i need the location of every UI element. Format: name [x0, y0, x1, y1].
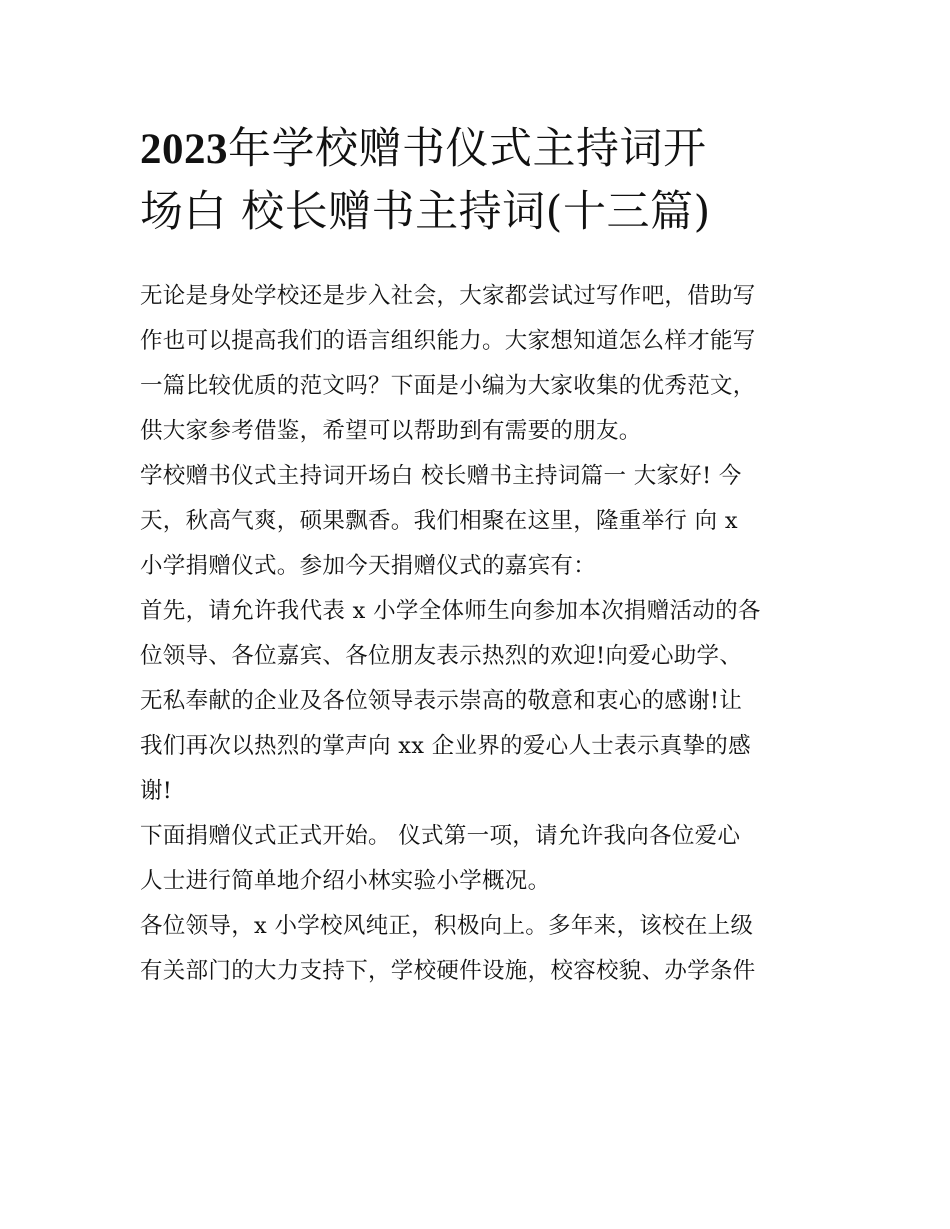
body-line: 谢! — [140, 778, 173, 804]
body-line: 学校赠书仪式主持词开场白 校长赠书主持词篇一 大家好! 今 — [140, 463, 742, 489]
document-body — [140, 274, 812, 994]
document-page — [140, 118, 812, 994]
body-line: 位领导、各位嘉宾、各位朋友表示热烈的欢迎!向爱心助学、 — [140, 643, 743, 669]
title-line-2: 场白 校长赠书主持词(十三篇) — [140, 187, 711, 237]
body-line: 有关部门的大力支持下，学校硬件设施，校容校貌、办学条件 — [140, 958, 756, 984]
body-line: 下面捐赠仪式正式开始。 仪式第一项，请允许我向各位爱心 — [140, 823, 741, 849]
body-line: 供大家参考借鉴，希望可以帮助到有需要的朋友。 — [140, 418, 642, 444]
body-line: 小学捐赠仪式。参加今天捐赠仪式的嘉宾有： — [140, 553, 597, 579]
body-line: 无私奉献的企业及各位领导表示崇高的敬意和衷心的感谢!让 — [140, 688, 743, 714]
body-line: 人士进行简单地介绍小林实验小学概况。 — [140, 868, 551, 894]
body-line: 各位领导，x 小学校风纯正，积极向上。多年来，该校在上级 — [140, 913, 754, 939]
title-year: 2023 — [140, 126, 228, 173]
body-line: 作也可以提高我们的语言组织能力。大家想知道怎么样才能写 — [140, 328, 756, 354]
body-line: 无论是身处学校还是步入社会，大家都尝试过写作吧，借助写 — [140, 283, 756, 309]
document-title — [140, 118, 812, 244]
body-line: 天，秋高气爽，硕果飘香。我们相聚在这里，隆重举行 向 x — [140, 508, 738, 534]
title-line-1: 年学校赠书仪式主持词开 — [228, 124, 707, 174]
body-line: 一篇比较优质的范文吗？下面是小编为大家收集的优秀范文， — [140, 373, 756, 399]
body-line: 首先，请允许我代表 x 小学全体师生向参加本次捐赠活动的各 — [140, 598, 761, 624]
body-line: 我们再次以热烈的掌声向 xx 企业界的爱心人士表示真挚的感 — [140, 733, 751, 759]
